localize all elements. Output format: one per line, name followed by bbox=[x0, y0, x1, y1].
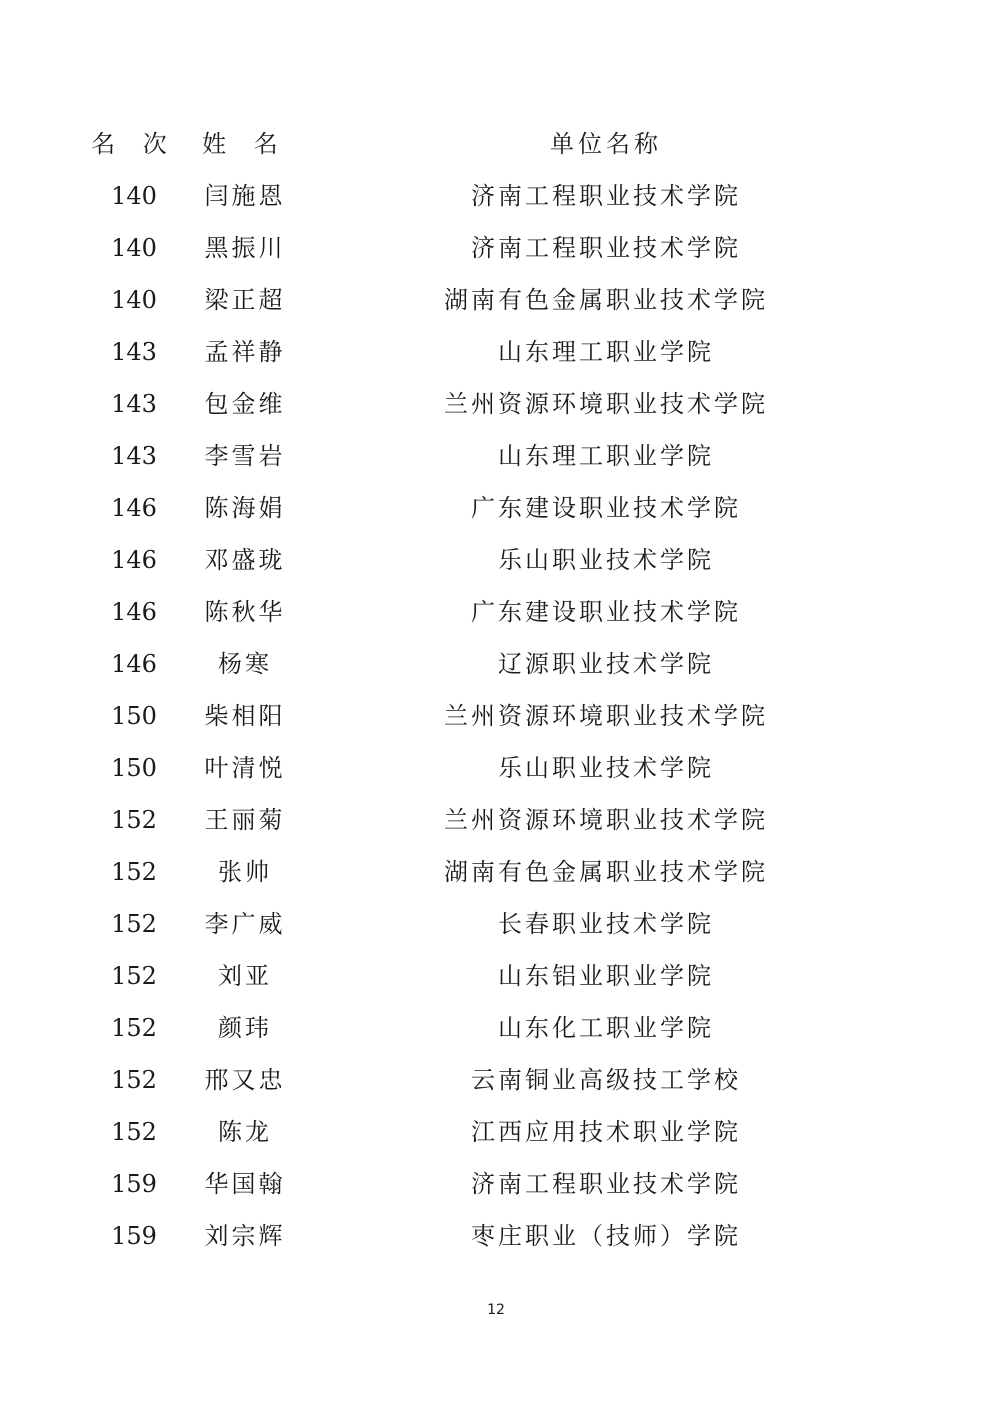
name-cell: 柴相阳 bbox=[204, 702, 286, 730]
rank-cell: 159 bbox=[111, 1222, 157, 1250]
table-row bbox=[0, 1158, 992, 1210]
header-name: 姓 名 bbox=[202, 130, 288, 158]
table-row bbox=[0, 378, 992, 430]
rank-cell: 146 bbox=[111, 598, 157, 626]
table-row bbox=[0, 1106, 992, 1158]
rank-cell: 143 bbox=[111, 338, 157, 366]
name-cell: 邢又忠 bbox=[204, 1066, 286, 1094]
table-row bbox=[0, 170, 992, 222]
unit-cell: 山东化工职业学院 bbox=[498, 1014, 714, 1042]
unit-cell: 兰州资源环境职业技术学院 bbox=[444, 806, 768, 834]
table-row bbox=[0, 430, 992, 482]
table-row bbox=[0, 274, 992, 326]
rank-cell: 146 bbox=[111, 494, 157, 522]
table-row bbox=[0, 482, 992, 534]
page-number: 12 bbox=[487, 1302, 505, 1318]
rank-cell: 140 bbox=[111, 286, 157, 314]
table-row bbox=[0, 638, 992, 690]
rank-cell: 150 bbox=[111, 754, 157, 782]
table-row bbox=[0, 222, 992, 274]
name-cell: 颜玮 bbox=[218, 1014, 272, 1042]
rank-cell: 150 bbox=[111, 702, 157, 730]
unit-cell: 山东理工职业学院 bbox=[498, 338, 714, 366]
table-row bbox=[0, 534, 992, 586]
unit-cell: 云南铜业高级技工学校 bbox=[471, 1066, 741, 1094]
table-row bbox=[0, 1002, 992, 1054]
table-row bbox=[0, 586, 992, 638]
rank-cell: 152 bbox=[111, 1066, 157, 1094]
header-unit: 单位名称 bbox=[550, 130, 662, 158]
unit-cell: 枣庄职业（技师）学院 bbox=[471, 1222, 741, 1250]
table-row bbox=[0, 794, 992, 846]
name-cell: 叶清悦 bbox=[204, 754, 286, 782]
table-row bbox=[0, 950, 992, 1002]
unit-cell: 湖南有色金属职业技术学院 bbox=[444, 286, 768, 314]
ranking-table bbox=[0, 118, 992, 1262]
table-body bbox=[0, 170, 992, 1262]
unit-cell: 乐山职业技术学院 bbox=[498, 546, 714, 574]
rank-cell: 152 bbox=[111, 1118, 157, 1146]
name-cell: 陈海娟 bbox=[204, 494, 286, 522]
name-cell: 华国翰 bbox=[204, 1170, 286, 1198]
name-cell: 张帅 bbox=[218, 858, 272, 886]
rank-cell: 152 bbox=[111, 910, 157, 938]
name-cell: 包金维 bbox=[204, 390, 286, 418]
name-cell: 李雪岩 bbox=[204, 442, 286, 470]
unit-cell: 乐山职业技术学院 bbox=[498, 754, 714, 782]
table-row bbox=[0, 326, 992, 378]
table-header bbox=[0, 118, 992, 170]
header-rank: 名 次 bbox=[91, 130, 177, 158]
rank-cell: 146 bbox=[111, 650, 157, 678]
name-cell: 刘亚 bbox=[218, 962, 272, 990]
unit-cell: 兰州资源环境职业技术学院 bbox=[444, 702, 768, 730]
unit-cell: 广东建设职业技术学院 bbox=[471, 494, 741, 522]
unit-cell: 广东建设职业技术学院 bbox=[471, 598, 741, 626]
name-cell: 孟祥静 bbox=[204, 338, 286, 366]
rank-cell: 146 bbox=[111, 546, 157, 574]
rank-cell: 159 bbox=[111, 1170, 157, 1198]
table-row bbox=[0, 898, 992, 950]
unit-cell: 济南工程职业技术学院 bbox=[471, 1170, 741, 1198]
unit-cell: 江西应用技术职业学院 bbox=[471, 1118, 741, 1146]
unit-cell: 长春职业技术学院 bbox=[498, 910, 714, 938]
unit-cell: 山东铝业职业学院 bbox=[498, 962, 714, 990]
rank-cell: 143 bbox=[111, 390, 157, 418]
rank-cell: 152 bbox=[111, 806, 157, 834]
unit-cell: 兰州资源环境职业技术学院 bbox=[444, 390, 768, 418]
name-cell: 王丽菊 bbox=[204, 806, 286, 834]
table-row bbox=[0, 742, 992, 794]
unit-cell: 湖南有色金属职业技术学院 bbox=[444, 858, 768, 886]
rank-cell: 140 bbox=[111, 234, 157, 262]
name-cell: 杨寒 bbox=[218, 650, 272, 678]
name-cell: 梁正超 bbox=[204, 286, 286, 314]
name-cell: 陈秋华 bbox=[204, 598, 286, 626]
unit-cell: 济南工程职业技术学院 bbox=[471, 234, 741, 262]
name-cell: 陈龙 bbox=[218, 1118, 272, 1146]
name-cell: 刘宗辉 bbox=[204, 1222, 286, 1250]
unit-cell: 山东理工职业学院 bbox=[498, 442, 714, 470]
table-row bbox=[0, 846, 992, 898]
unit-cell: 济南工程职业技术学院 bbox=[471, 182, 741, 210]
name-cell: 黑振川 bbox=[204, 234, 286, 262]
rank-cell: 152 bbox=[111, 962, 157, 990]
name-cell: 闫施恩 bbox=[204, 182, 286, 210]
rank-cell: 140 bbox=[111, 182, 157, 210]
rank-cell: 143 bbox=[111, 442, 157, 470]
name-cell: 邓盛珑 bbox=[204, 546, 286, 574]
unit-cell: 辽源职业技术学院 bbox=[498, 650, 714, 678]
table-row bbox=[0, 1210, 992, 1262]
name-cell: 李广威 bbox=[204, 910, 286, 938]
table-row bbox=[0, 1054, 992, 1106]
rank-cell: 152 bbox=[111, 1014, 157, 1042]
table-row bbox=[0, 690, 992, 742]
rank-cell: 152 bbox=[111, 858, 157, 886]
